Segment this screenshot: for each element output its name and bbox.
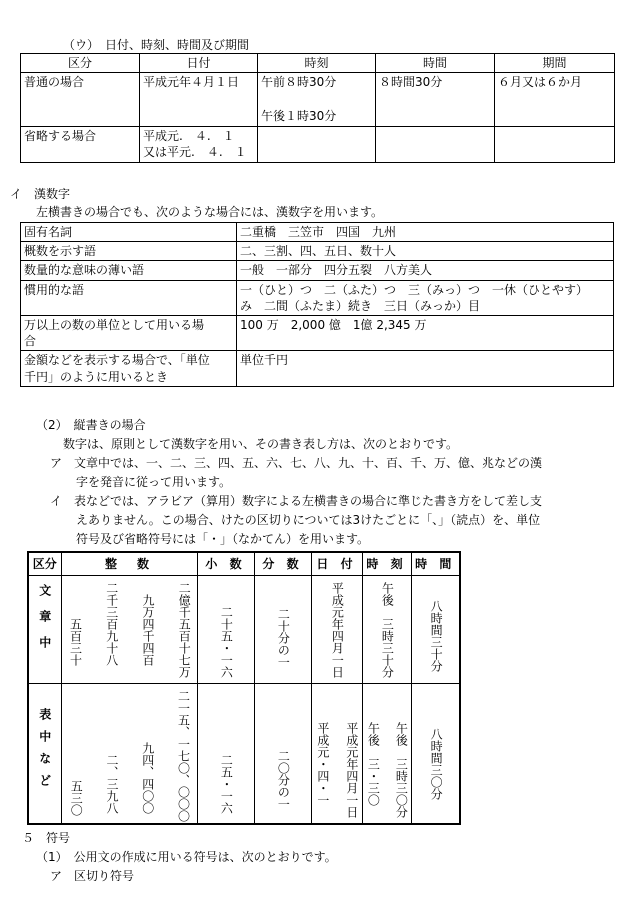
header-duration: 時間 xyxy=(376,54,495,73)
section-2-line1: 数字は、原則として漢数字を用い、その書き表し方は、次のとおりです。 xyxy=(63,437,459,451)
integer-line-4: 五三〇 xyxy=(69,780,84,816)
table-row xyxy=(28,684,460,824)
section-2-a-line2: 字を発音に従って用います。 xyxy=(76,475,232,489)
table-row xyxy=(21,315,614,350)
row-value: 一般 一部分 四分五裂 八方美人 xyxy=(237,261,614,280)
table-row xyxy=(21,280,614,315)
cell-decimal xyxy=(197,576,254,684)
cell-date xyxy=(140,126,258,162)
cell-period xyxy=(495,126,615,162)
table-row xyxy=(21,261,614,280)
cell-fraction xyxy=(254,576,311,684)
time-pm: 午後１時30分 xyxy=(261,109,337,124)
cell-date xyxy=(311,576,362,684)
header-duration: 時 間 xyxy=(411,552,460,576)
cell-time xyxy=(258,73,376,126)
row-label-line1: 金額などを表示する場合で、「単位 xyxy=(24,353,210,368)
section-2-i-line1: イ 表などでは、アラビア（算用）数字による左横書きの場合に準じた書き方をして差し支 xyxy=(50,494,543,508)
cell-fraction xyxy=(254,684,311,824)
cell-integer xyxy=(61,684,197,824)
duration-text: 八時間三十分 xyxy=(429,600,444,672)
cell-date xyxy=(311,684,362,824)
row-label-in-text: 文章中 xyxy=(28,576,61,684)
header-period: 期間 xyxy=(495,54,615,73)
row-label: 数量的な意味の薄い語 xyxy=(21,261,237,280)
row-value: 100 万 2,000 億 1億 2,345 万 xyxy=(237,315,614,350)
table-header-row xyxy=(28,552,460,576)
row-label: 固有名詞 xyxy=(21,223,237,242)
table-row xyxy=(21,223,614,242)
row-label-line1: 万以上の数の単位として用いる場 xyxy=(24,317,205,332)
cell-period: ６月又は６か月 xyxy=(495,73,615,126)
duration-text: 八時間三〇分 xyxy=(429,728,444,800)
table-row xyxy=(21,351,614,386)
row-value-line1: 一（ひと）つ 二（ふた）つ 三（みっ）つ 一休（ひとやす） xyxy=(240,282,589,297)
section-2-i-line3: 符号及び省略符号には「・」（なかてん）を用います。 xyxy=(76,532,370,546)
header-date: 日 付 xyxy=(311,552,362,576)
cell-time xyxy=(362,684,411,824)
kanji-usage-table xyxy=(20,222,614,387)
header-fraction: 分 数 xyxy=(254,552,311,576)
fraction-text: 二十分の一 xyxy=(276,608,291,668)
cell-date: 平成元年４月１日 xyxy=(140,73,258,126)
integer-line-2: 九四、四〇〇 xyxy=(140,742,155,814)
cell-duration xyxy=(376,126,495,162)
date-abbrev-1: 平成元. ４. １ xyxy=(143,128,235,143)
row-label: 概数を示す語 xyxy=(21,242,237,261)
row-label: 普通の場合 xyxy=(21,73,140,126)
date-line-1: 平成元年四月一日 xyxy=(344,722,359,818)
section-2-heading: （2） 縦書きの場合 xyxy=(36,418,146,432)
row-value: 単位千円 xyxy=(237,351,614,386)
row-value xyxy=(237,280,614,315)
row-label xyxy=(21,315,237,350)
header-decimal: 小 数 xyxy=(197,552,254,576)
row-label-line2: 合 xyxy=(24,334,37,349)
header-date: 日付 xyxy=(140,54,258,73)
decimal-text: 二五・一六 xyxy=(219,754,234,814)
row-label xyxy=(21,351,237,386)
section-2-a-line1: ア 文章中では、一、二、三、四、五、六、七、八、九、十、百、千、万、億、兆などの漢 xyxy=(50,456,543,470)
fraction-text: 二〇分の一 xyxy=(276,750,291,810)
section-5-a: ア 区切り符号 xyxy=(50,869,135,883)
integer-line-3: 二千三百九十八 xyxy=(104,582,119,666)
table-row xyxy=(21,73,615,126)
integer-line-3: 二、三九八 xyxy=(105,754,119,814)
time-text: 午後 三時三十分 xyxy=(380,582,395,678)
cell-time xyxy=(258,126,376,162)
section-i-heading: イ 漢数字 xyxy=(10,187,71,201)
integer-line-1: 二億千五百十七万 xyxy=(177,582,192,678)
integer-line-4: 五百三十 xyxy=(68,618,83,666)
row-value: 二重橋 三笠市 四国 九州 xyxy=(237,223,614,242)
row-value-line2: み 二間（ふたま）続き 三日（みっか）目 xyxy=(240,298,481,313)
cell-decimal xyxy=(197,684,254,824)
time-am: 午前８時30分 xyxy=(261,75,337,90)
cell-duration: ８時間30分 xyxy=(376,73,495,126)
header-time: 時 刻 xyxy=(362,552,411,576)
section-5-heading: ５ 符号 xyxy=(22,831,71,845)
row-label-line2: 千円」のように用いるとき xyxy=(24,369,169,384)
cell-integer xyxy=(61,576,197,684)
time-line-2: 午後 三・三〇 xyxy=(366,722,381,806)
decimal-text: 二十五・一六 xyxy=(219,606,234,678)
date-line-2: 平成元・四・一 xyxy=(315,722,330,806)
header-category: 区分 xyxy=(21,54,140,73)
section-i-intro: 左横書きの場合でも、次のような場合には、漢数字を用います。 xyxy=(36,205,384,219)
row-label: 慣用的な語 xyxy=(21,280,237,315)
row-value: 二、三割、四、五日、数十人 xyxy=(237,242,614,261)
date-time-table xyxy=(20,53,615,163)
cell-duration xyxy=(411,576,460,684)
row-label: 省略する場合 xyxy=(21,126,140,162)
table-row xyxy=(21,126,615,162)
date-text: 平成元年四月一日 xyxy=(330,582,345,678)
section-2-i-line2: えありません。この場合、けたの区切りについては3けたごとに「、」（読点）を、単位 xyxy=(76,513,541,527)
section-u-heading: （ウ） 日付、時刻、時間及び期間 xyxy=(63,38,250,52)
table-row xyxy=(21,242,614,261)
header-category: 区分 xyxy=(28,552,61,576)
cell-duration xyxy=(411,684,460,824)
integer-line-1: 二一五、一七〇、〇〇〇 xyxy=(176,690,191,822)
time-line-1: 午後 三時三〇分 xyxy=(394,722,409,818)
vertical-numbers-table xyxy=(27,551,461,825)
header-integer: 整 数 xyxy=(61,552,197,576)
table-header-row xyxy=(21,54,615,73)
header-time: 時刻 xyxy=(258,54,376,73)
integer-line-2: 九万四千四百 xyxy=(140,594,155,666)
table-row xyxy=(28,576,460,684)
date-abbrev-2: 又は平元. ４. １ xyxy=(143,144,247,159)
row-label-in-table: 表中など xyxy=(28,684,61,824)
section-5-1: （1） 公用文の作成に用いる符号は、次のとおりです。 xyxy=(36,850,337,864)
cell-time xyxy=(362,576,411,684)
